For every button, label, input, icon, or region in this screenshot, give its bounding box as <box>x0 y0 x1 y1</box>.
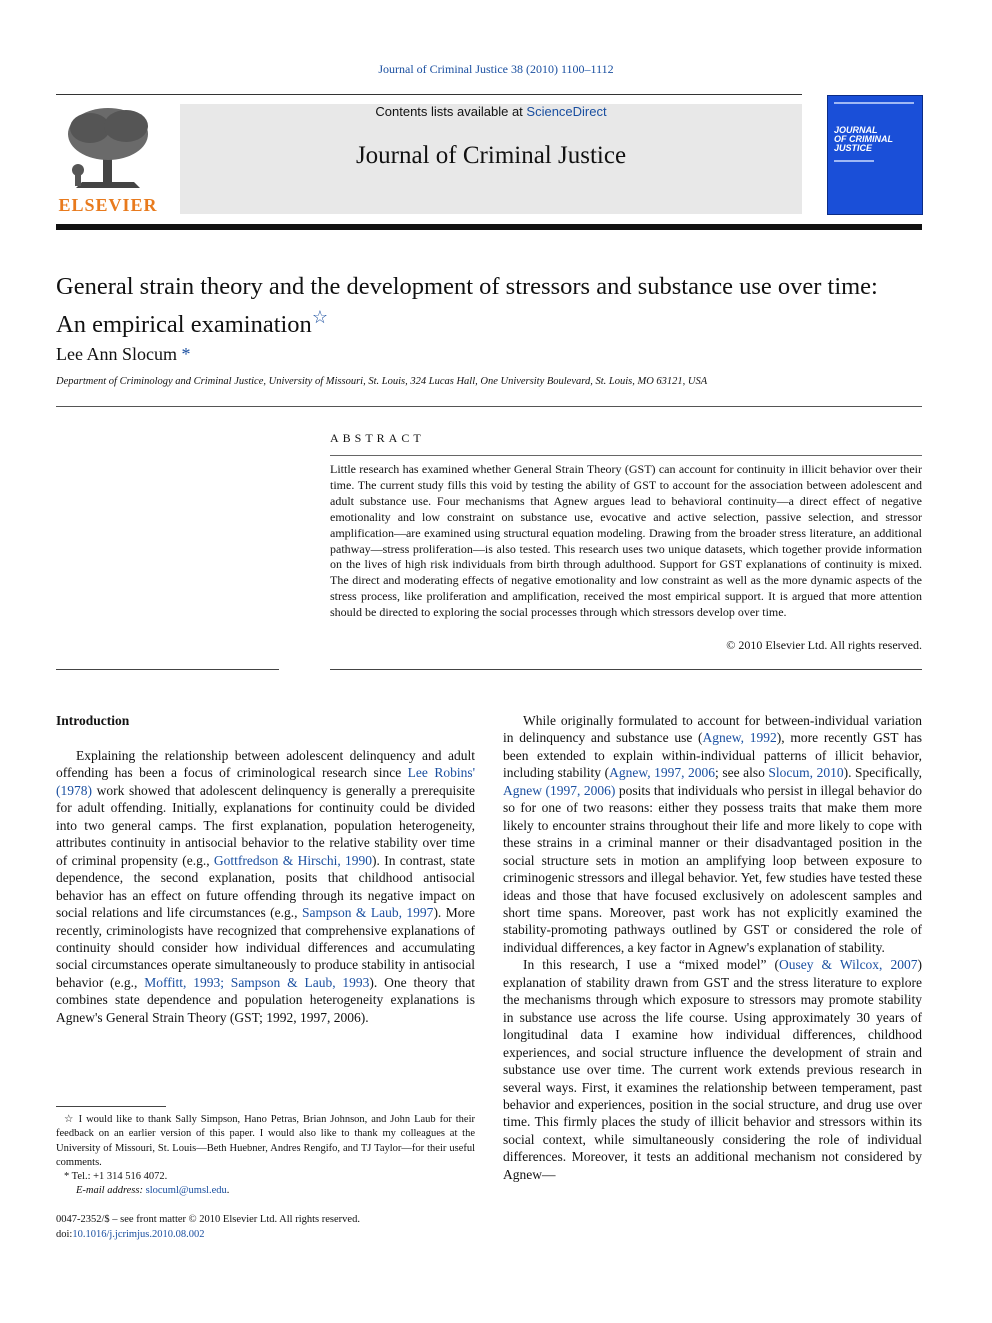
footnote-contact: * Tel.: +1 314 516 4072. <box>64 1171 168 1183</box>
contents-line <box>180 104 802 119</box>
cover-strip <box>834 160 874 162</box>
journal-cover-thumbnail[interactable] <box>827 95 923 215</box>
right-section-rule <box>330 669 922 670</box>
left-section-rule <box>56 669 279 670</box>
abstract-text: Little research has examined whether General Strain Theory (GST) can account for continuity in illicit behavior over their time. The current study fills this void by testing the ability of GST to account for the association between adolescent and adult substance use. Four mechanisms that Agnew argues lead to behavioral continuity—a direct effect of negative emotionality and low constraint on substance use, evocative and active selection, passive selection, and stressor amplification—are examined using structural equation modeling. Drawing from the broader stress literature, an additional pathway—stress proliferation—is also tested. This research uses two unique datasets, which together provide information on the lives of high risk individuals from birth through adulthood. Support for GST explanations of continuity is mixed. The direct and moderating effects of negative emotionality and low constraint as well as the more dynamic aspects of the stress process, like proliferation and amplification, received the most empirical support. It is argued that more attention should be directed to exploring the social processes through which stressors develop over time. <box>330 462 922 620</box>
footnote-email: E-mail address: slocuml@umsl.edu. <box>76 1185 230 1197</box>
cover-title: JOURNAL OF CRIMINAL JUSTICE <box>834 125 893 153</box>
sciencedirect-link[interactable]: ScienceDirect <box>526 104 607 119</box>
citation-link[interactable]: Gottfredson & Hirschi, 1990 <box>213 852 373 868</box>
citation-link[interactable]: Agnew (1997, 2006) <box>503 782 616 798</box>
journal-citation[interactable]: Journal of Criminal Justice 38 (2010) 1100–1112 <box>378 62 614 76</box>
author-footnote-mark[interactable]: * <box>181 344 191 364</box>
abstract-copyright: © 2010 Elsevier Ltd. All rights reserved. <box>726 638 922 652</box>
doi-link[interactable]: 10.1016/j.jcrimjus.2010.08.002 <box>72 1228 205 1240</box>
body-column-left <box>56 747 475 1026</box>
footnote-star-mark: ☆ <box>64 1114 75 1125</box>
body-column-right <box>503 712 922 1183</box>
footnote-asterisk-mark: * <box>64 1171 70 1183</box>
citation-link[interactable]: Slocum, 2010 <box>768 765 844 781</box>
intro-paragraph-3: In this research, I use a “mixed model” (Ousey & Wilcox, 2007) explanation of stability drawn from GST and the stress literature to explore the mechanisms through which exposure to stressors may promote stability in substance use across the life course. Using approximately 30 years of longitudinal data I examine how individual differences, childhood experiences, and social structure influence the development of strain and substance use over time. The current work extends previous research in several ways. First, it examines the relationship between temperament, past behavior and experiences, position in the social structure, and drug use over time. This firmly places the study of illicit behavior and stressors within its social context, while simultaneously considering the role of individual differences. Moreover, it tests an additional mechanism not considered by Agnew— <box>503 957 922 1182</box>
affiliation: Department of Criminology and Criminal Justice, University of Missouri, St. Louis, 324 Lucas Hall, One University Boulevard, St. Louis, MO 63121, USA <box>56 376 708 387</box>
citation-link[interactable]: Agnew, 1997, 2006 <box>609 765 716 781</box>
citation-link[interactable]: Lee Robins' (1978) <box>56 765 476 798</box>
issn-block <box>56 1213 475 1242</box>
intro-paragraph-1: Explaining the relationship between adolescent delinquency and adult offending has been a focus of criminological research since Lee Robins' (1978) work showed that adolescent delinquency is generally a prerequisite for adult offending. Initially, explanations for continuity could be divided into two general camps. The first explanation, population heterogeneity, attributes continuity in antisocial behavior to the relative stability over time of criminal propensity (e.g., Gottfredson & Hirschi, 1990). In contrast, state dependence, the second explanation, posits that childhood antisocial behavior has an effect on future offending through its negative impact on social relations and life circumstances (e.g., Sampson & Laub, 1997). More recently, criminologists have recognized that comprehensive explanations of continuity should consider how individual differences and accumulating social circumstances operate simultaneously to produce stability in antisocial behavior (e.g., Moffitt, 1993; Sampson & Laub, 1993). One theory that combines state dependence and population heterogeneity explanations is Agnew's General Strain Theory (GST; 1992, 1997, 2006). <box>56 748 476 1025</box>
cover-strip <box>834 102 914 104</box>
elsevier-wordmark[interactable]: ELSEVIER <box>58 195 158 215</box>
journal-name[interactable]: Journal of Criminal Justice <box>355 142 627 169</box>
contents-prefix: Contents lists available at <box>375 104 527 119</box>
title-footnote-mark[interactable]: ☆ <box>311 307 328 327</box>
header-heavy-rule <box>56 224 922 230</box>
footnote-rule <box>56 1106 166 1107</box>
footnote-acknowledgment: ☆ I would like to thank Sally Simpson, Hano Petras, Brian Johnson, and John Laub for their feedback on an earlier version of this paper. I would also like to thank my colleagues at the University of Missouri, St. Louis—Beth Huebner, Andres Rengifo, and TJ Taylor—for their useful comments. <box>56 1114 475 1168</box>
abstract-heading: ABSTRACT <box>330 431 425 445</box>
citation-link[interactable]: Sampson & Laub, 1997 <box>301 905 434 921</box>
citation-link[interactable]: Ousey & Wilcox, 2007 <box>779 957 918 973</box>
issn-line: 0047-2352/$ – see front matter © 2010 Elsevier Ltd. All rights reserved. <box>56 1214 360 1225</box>
intro-paragraph-2: While originally formulated to account for between-individual variation in delinquency and substance use (Agnew, 1992), more recently GST has been extended to explain within-individual patterns of illicit behavior, including stability (Agnew, 1997, 2006; see also Slocum, 2010). Specifically, Agnew (1997, 2006) posits that individuals who persist in illegal behavior do so for one of two reasons: either they possess traits that make them more likely to encounter strains throughout their life and more likely to cope with these strains in a criminal manner or their disadvantaged position in the social structure sets in motion an amplifying loop between exposure to criminogenic stressors and illegal behavior. Yet, few studies have tested these ideas and those that have focused exclusively on adolescent samples and short time spans. Moreover, past work has not explicitly examined the stability-promoting pathways outlined by GST or considered the role of individual differences, a key factor in Agnew's explanation of stability. <box>503 713 922 955</box>
introduction-heading: Introduction <box>56 713 130 728</box>
citation-link[interactable]: Agnew, 1992 <box>702 730 777 746</box>
email-link[interactable]: slocuml@umsl.edu <box>145 1185 227 1197</box>
title-line-1: General strain theory and the development of stressors and substance use over time: <box>56 273 878 300</box>
title-line-2: An empirical examination <box>56 311 312 339</box>
author-line <box>56 344 190 365</box>
footnotes <box>56 1113 475 1199</box>
author-name: Lee Ann Slocum <box>56 344 177 364</box>
citation-link[interactable]: Moffitt, 1993; Sampson & Laub, 1993 <box>144 974 370 990</box>
title-rule <box>56 406 922 407</box>
header-rule <box>56 94 802 95</box>
doi-line: doi:10.1016/j.jcrimjus.2010.08.002 <box>56 1228 205 1240</box>
article-title <box>56 272 936 340</box>
abstract-rule <box>330 455 922 456</box>
